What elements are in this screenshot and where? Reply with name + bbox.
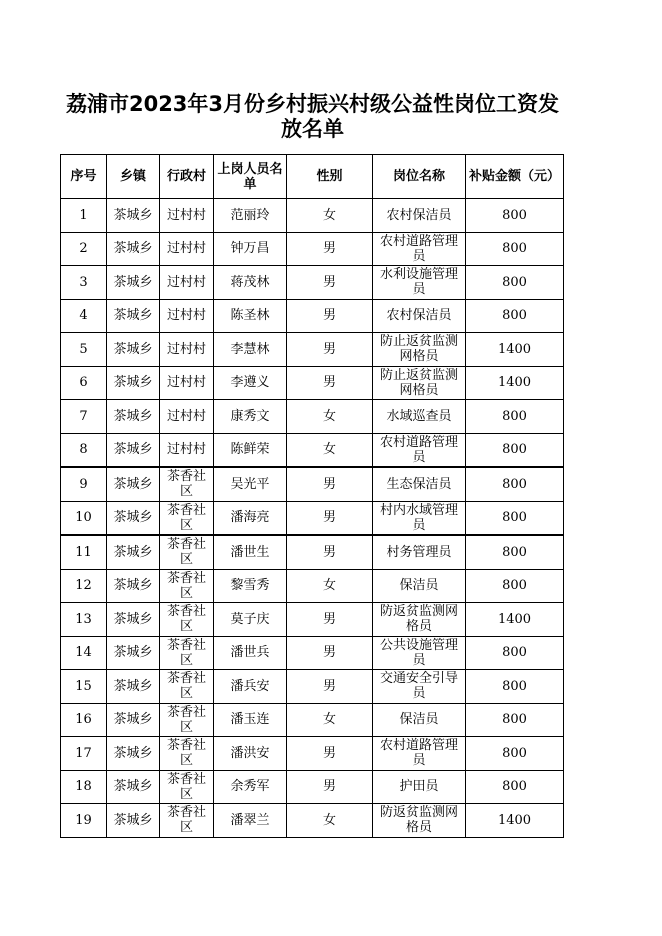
cell-amount: 1400 (466, 603, 564, 637)
cell-village: 过村村 (160, 366, 214, 400)
cell-village: 过村村 (160, 333, 214, 367)
cell-name: 范丽玲 (214, 199, 287, 233)
cell-index: 19 (61, 804, 107, 838)
table-row (61, 266, 564, 300)
cell-gender: 女 (287, 433, 373, 467)
cell-village: 过村村 (160, 199, 214, 233)
cell-name: 钟万昌 (214, 232, 287, 266)
cell-name: 吴光平 (214, 467, 287, 501)
cell-village: 过村村 (160, 400, 214, 434)
cell-name: 蒋茂林 (214, 266, 287, 300)
cell-position: 农村道路管理员 (373, 433, 466, 467)
cell-township: 茶城乡 (107, 636, 160, 670)
cell-position: 农村道路管理员 (373, 232, 466, 266)
salary-table (60, 154, 564, 838)
header-position: 岗位名称 (373, 155, 466, 199)
cell-amount: 1400 (466, 804, 564, 838)
cell-index: 4 (61, 299, 107, 333)
cell-township: 茶城乡 (107, 603, 160, 637)
cell-name: 潘海亮 (214, 501, 287, 535)
cell-name: 潘世兵 (214, 636, 287, 670)
cell-amount: 800 (466, 232, 564, 266)
cell-index: 5 (61, 333, 107, 367)
cell-township: 茶城乡 (107, 670, 160, 704)
cell-gender: 男 (287, 603, 373, 637)
cell-position: 交通安全引导员 (373, 670, 466, 704)
cell-index: 12 (61, 569, 107, 603)
cell-township: 茶城乡 (107, 501, 160, 535)
cell-gender: 男 (287, 770, 373, 804)
cell-village: 茶香社区 (160, 603, 214, 637)
cell-township: 茶城乡 (107, 232, 160, 266)
cell-amount: 800 (466, 400, 564, 434)
cell-name: 莫子庆 (214, 603, 287, 637)
cell-index: 9 (61, 467, 107, 501)
cell-township: 茶城乡 (107, 333, 160, 367)
table-row (61, 804, 564, 838)
cell-township: 茶城乡 (107, 535, 160, 569)
cell-index: 1 (61, 199, 107, 233)
table-row (61, 467, 564, 501)
cell-amount: 800 (466, 433, 564, 467)
cell-name: 潘翠兰 (214, 804, 287, 838)
cell-village: 过村村 (160, 299, 214, 333)
cell-position: 防止返贫监测网格员 (373, 366, 466, 400)
cell-gender: 男 (287, 737, 373, 771)
table-row (61, 299, 564, 333)
cell-gender: 女 (287, 199, 373, 233)
table-row (61, 603, 564, 637)
header-gender: 性别 (287, 155, 373, 199)
header-village: 行政村 (160, 155, 214, 199)
cell-gender: 男 (287, 266, 373, 300)
cell-township: 茶城乡 (107, 467, 160, 501)
cell-index: 3 (61, 266, 107, 300)
cell-amount: 1400 (466, 333, 564, 367)
cell-position: 保洁员 (373, 703, 466, 737)
cell-township: 茶城乡 (107, 366, 160, 400)
cell-name: 李慧林 (214, 333, 287, 367)
cell-amount: 800 (466, 535, 564, 569)
cell-amount: 800 (466, 770, 564, 804)
cell-position: 农村保洁员 (373, 299, 466, 333)
cell-name: 余秀军 (214, 770, 287, 804)
cell-amount: 800 (466, 737, 564, 771)
cell-village: 过村村 (160, 266, 214, 300)
cell-gender: 男 (287, 535, 373, 569)
cell-index: 13 (61, 603, 107, 637)
cell-index: 11 (61, 535, 107, 569)
cell-village: 过村村 (160, 232, 214, 266)
cell-amount: 800 (466, 569, 564, 603)
cell-township: 茶城乡 (107, 299, 160, 333)
cell-township: 茶城乡 (107, 703, 160, 737)
cell-township: 茶城乡 (107, 737, 160, 771)
header-name: 上岗人员名单 (214, 155, 287, 199)
cell-gender: 男 (287, 501, 373, 535)
cell-index: 2 (61, 232, 107, 266)
table-row (61, 636, 564, 670)
cell-name: 潘玉连 (214, 703, 287, 737)
cell-township: 茶城乡 (107, 400, 160, 434)
table-row (61, 232, 564, 266)
cell-amount: 800 (466, 299, 564, 333)
table-row (61, 366, 564, 400)
cell-position: 村务管理员 (373, 535, 466, 569)
cell-amount: 800 (466, 501, 564, 535)
cell-index: 10 (61, 501, 107, 535)
cell-amount: 800 (466, 670, 564, 704)
cell-index: 17 (61, 737, 107, 771)
cell-village: 茶香社区 (160, 535, 214, 569)
cell-name: 潘兵安 (214, 670, 287, 704)
cell-village: 茶香社区 (160, 467, 214, 501)
cell-index: 15 (61, 670, 107, 704)
cell-township: 茶城乡 (107, 433, 160, 467)
cell-position: 农村道路管理员 (373, 737, 466, 771)
cell-gender: 男 (287, 467, 373, 501)
cell-township: 茶城乡 (107, 804, 160, 838)
cell-position: 防返贫监测网格员 (373, 804, 466, 838)
cell-amount: 1400 (466, 366, 564, 400)
table-row (61, 569, 564, 603)
cell-gender: 男 (287, 299, 373, 333)
cell-village: 茶香社区 (160, 670, 214, 704)
cell-village: 茶香社区 (160, 636, 214, 670)
table-row (61, 770, 564, 804)
cell-gender: 女 (287, 703, 373, 737)
cell-township: 茶城乡 (107, 569, 160, 603)
cell-amount: 800 (466, 266, 564, 300)
cell-index: 7 (61, 400, 107, 434)
table-row (61, 333, 564, 367)
cell-index: 14 (61, 636, 107, 670)
cell-position: 村内水域管理员 (373, 501, 466, 535)
table-row (61, 501, 564, 535)
cell-position: 护田员 (373, 770, 466, 804)
document-title: 荔浦市2023年3月份乡村振兴村级公益性岗位工资发放名单 (65, 92, 560, 141)
cell-township: 茶城乡 (107, 199, 160, 233)
cell-amount: 800 (466, 467, 564, 501)
cell-index: 6 (61, 366, 107, 400)
cell-position: 公共设施管理员 (373, 636, 466, 670)
cell-position: 防止返贫监测网格员 (373, 333, 466, 367)
cell-name: 康秀文 (214, 400, 287, 434)
table-row (61, 670, 564, 704)
cell-village: 茶香社区 (160, 770, 214, 804)
header-row (61, 155, 564, 199)
cell-township: 茶城乡 (107, 770, 160, 804)
cell-gender: 男 (287, 333, 373, 367)
cell-position: 生态保洁员 (373, 467, 466, 501)
cell-position: 水利设施管理员 (373, 266, 466, 300)
table-row (61, 400, 564, 434)
cell-amount: 800 (466, 636, 564, 670)
header-amount: 补贴金额（元） (466, 155, 564, 199)
cell-gender: 男 (287, 670, 373, 704)
cell-amount: 800 (466, 199, 564, 233)
cell-name: 黎雪秀 (214, 569, 287, 603)
cell-name: 李遵义 (214, 366, 287, 400)
cell-position: 保洁员 (373, 569, 466, 603)
cell-gender: 男 (287, 636, 373, 670)
cell-position: 农村保洁员 (373, 199, 466, 233)
cell-village: 茶香社区 (160, 501, 214, 535)
cell-name: 陈圣林 (214, 299, 287, 333)
cell-gender: 女 (287, 400, 373, 434)
table-row (61, 199, 564, 233)
cell-village: 茶香社区 (160, 737, 214, 771)
cell-village: 过村村 (160, 433, 214, 467)
cell-village: 茶香社区 (160, 703, 214, 737)
cell-position: 水域巡查员 (373, 400, 466, 434)
cell-amount: 800 (466, 703, 564, 737)
cell-name: 陈鲜荣 (214, 433, 287, 467)
header-township: 乡镇 (107, 155, 160, 199)
cell-name: 潘洪安 (214, 737, 287, 771)
cell-township: 茶城乡 (107, 266, 160, 300)
table-row (61, 703, 564, 737)
table-row (61, 433, 564, 467)
table-row (61, 737, 564, 771)
cell-index: 8 (61, 433, 107, 467)
cell-village: 茶香社区 (160, 804, 214, 838)
cell-gender: 男 (287, 366, 373, 400)
table-row (61, 535, 564, 569)
cell-gender: 女 (287, 569, 373, 603)
cell-position: 防返贫监测网格员 (373, 603, 466, 637)
cell-gender: 女 (287, 804, 373, 838)
cell-gender: 男 (287, 232, 373, 266)
cell-name: 潘世生 (214, 535, 287, 569)
cell-index: 18 (61, 770, 107, 804)
header-index: 序号 (61, 155, 107, 199)
cell-village: 茶香社区 (160, 569, 214, 603)
cell-index: 16 (61, 703, 107, 737)
